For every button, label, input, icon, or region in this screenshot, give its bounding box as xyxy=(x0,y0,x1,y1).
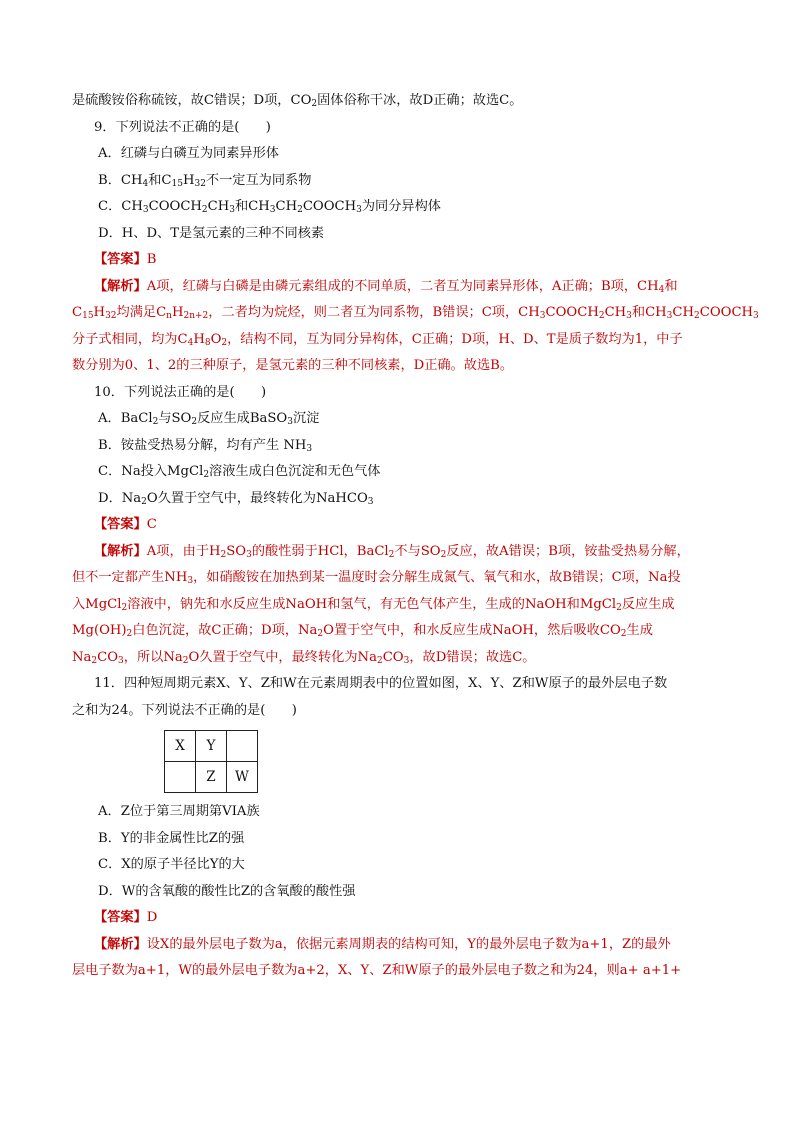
question-11-analysis-line: 【解析】设X的最外层电子数为a，依据元素周期表的结构可知，Y的最外层电子数为a+1，Z的最外 xyxy=(94,936,671,952)
table-cell xyxy=(227,731,258,762)
question-9-analysis-line: 【解析】A项，红磷与白磷是由磷元素组成的不同单质，二者互为同素异形体，A正确；B项，$CH_4$和 xyxy=(94,278,678,295)
question-9-stem: 9．下列说法不正确的是( ) xyxy=(94,119,271,135)
question-9-answer: 【答案】B xyxy=(94,252,157,267)
question-11-stem: 之和为24。下列说法不正确的是( ) xyxy=(72,702,297,718)
table-cell: W xyxy=(227,762,258,793)
question-9-analysis-line: 分子式相同，均为$C_4H_8O_2$，结构不同，互为同分异构体，C正确；D项，H、D、T是质子数均为1，中子 xyxy=(72,331,683,348)
table-cell: Z xyxy=(196,762,227,793)
question-11-option-b: B．Y的非金属性比Z的强 xyxy=(98,830,245,846)
question-10-analysis-line: 【解析】A项，由于$H_2SO_3$的酸性弱于HCl，BaCl$_2$不与$SO_2$反应，故A错误；B项，铵盐受热易分解， xyxy=(94,543,690,560)
question-11-option-a: A．Z位于第三周期第VIA族 xyxy=(98,804,260,819)
question-10-option-b: B．铵盐受热易分解，均有产生 $NH_3$ xyxy=(98,437,313,454)
question-10-analysis-line: $Na_2CO_3$，所以$Na_2O$久置于空气中，最终转化为$Na_2CO_3$，故D错误；故选C。 xyxy=(72,649,536,666)
question-10-analysis-line: 但不一定都产生$NH_3$，如硝酸铵在加热到某一温度时会分解生成氮气、氧气和水，故B错误；C项，Na投 xyxy=(72,570,681,586)
table-cell: Y xyxy=(196,731,227,762)
question-9-analysis-line: $C_{15}H_{32}$均满足$C_nH_{2n+2}$，二者均为烷烃，则二者互为同系物，B错误；C项，$CH_3COOCH_2CH_3$和$CH_3CH_2COOCH_3$ xyxy=(72,305,759,321)
table-cell: X xyxy=(165,731,196,762)
question-10-stem: 10．下列说法正确的是( ) xyxy=(94,384,267,400)
question-9-option-a: A．红磷与白磷互为同素异形体 xyxy=(98,146,279,161)
question-10-analysis-line: $Mg(OH)_2$白色沉淀，故C正确；D项，$Na_2O$置于空气中，和水反应生成NaOH，然后吸收$CO_2$生成 xyxy=(72,623,653,639)
question-11-option-c: C．X的原子半径比Y的大 xyxy=(98,857,245,872)
question-10-option-c: C．Na投入MgCl$_2$溶液生成白色沉淀和无色气体 xyxy=(98,464,381,480)
question-11-analysis-line: 层电子数为a+1，W的最外层电子数为a+2，X、Y、Z和W原子的最外层电子数之和为24，则a+ a+1+ xyxy=(72,963,682,978)
question-10-analysis-line: 入MgCl$_2$溶液中，钠先和水反应生成NaOH和氢气，有无色气体产生，生成的NaOH和MgCl$_2$反应生成 xyxy=(72,596,675,613)
question-11-option-d: D．W的含氧酸的酸性比Z的含氧酸的酸性强 xyxy=(98,883,356,899)
question-9-option-c: C．$CH_3COOCH_2CH_3$和$CH_3CH_2COOCH_3$为同分异构体 xyxy=(98,199,441,215)
question-11-answer: 【答案】D xyxy=(94,910,158,925)
question-9-analysis-line: 数分别为0、1、2的三种原子，是氢元素的三种不同核素，D正确。故选B。 xyxy=(72,358,514,373)
question-10-answer: 【答案】C xyxy=(94,517,157,532)
question-10-option-d: D．$Na_2O$久置于空气中，最终转化为NaHCO$_3$ xyxy=(98,490,374,507)
question-9-option-b: B．$CH_4$和$C_{15}H_{32}$不一定互为同系物 xyxy=(98,172,312,189)
text-line: 是硫酸铵俗称硫铵，故C错误；D项，$CO_2$固体俗称干冰，故D正确；故选C。 xyxy=(72,93,523,109)
document-page xyxy=(72,92,759,989)
question-11-stem: 11．四种短周期元素X、Y、Z和W在元素周期表中的位置如图，X、Y、Z和W原子的最外层电子数 xyxy=(94,676,668,691)
periodic-table-figure xyxy=(164,730,258,793)
question-9-option-d: D．H、D、T是氢元素的三种不同核素 xyxy=(98,225,325,241)
question-10-option-a: A．BaCl$_2$与$SO_2$反应生成BaSO$_3$沉淀 xyxy=(98,411,320,427)
table-cell xyxy=(165,762,196,793)
